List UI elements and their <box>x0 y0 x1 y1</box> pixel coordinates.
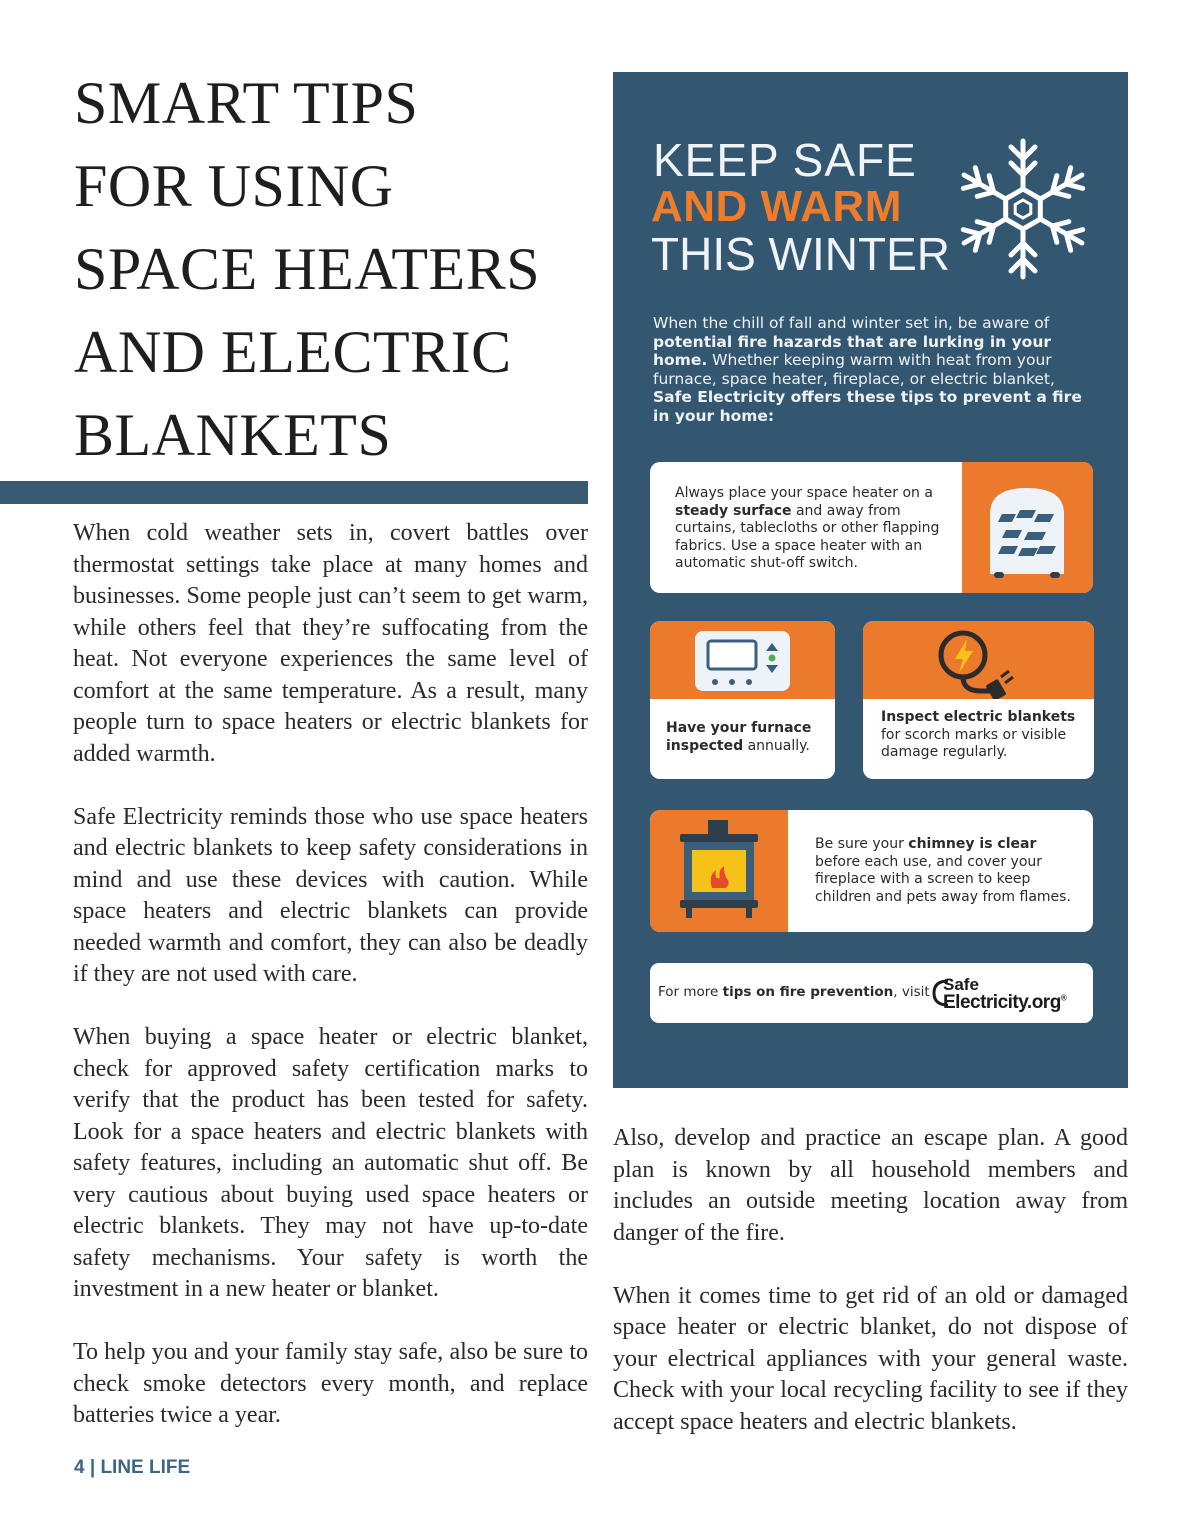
tip-card-space-heater <box>650 462 1093 593</box>
title-divider-bar <box>0 481 588 504</box>
paragraph: When it comes time to get rid of an old or damaged space heater or electric blanket, do not dispose of your electrical appliances with your general waste. Check with your local recycling facility to see if they accept space heaters and electric blankets. <box>613 1282 1128 1435</box>
logo-text: Electricity.org <box>943 992 1061 1013</box>
more-tips-card <box>650 963 1093 1023</box>
paragraph: Safe Electricity reminds those who use space heaters and electric blankets to keep safety considerations in mind and use these devices with caution. While space heaters and electric blankets can provide needed warmth and comfort, they can also be deadly if they are not used with care. <box>73 803 588 987</box>
title-line: FOR USING <box>74 153 394 219</box>
tip-icon-panel <box>962 462 1093 593</box>
infographic-headline-1: KEEP SAFE <box>653 134 917 186</box>
wood-stove-icon <box>650 810 788 932</box>
tip-card-chimney <box>650 810 1093 932</box>
article-left-column <box>73 518 588 1463</box>
space-heater-icon <box>962 462 1093 593</box>
paragraph: When buying a space heater or electric blanket, check for approved safety certification marks to verify that the product has been tested for safety. Look for a space heaters and electric blankets with safety features, including an automatic shut off. Be very cautious about buying used space heaters or electric blankets. They may not have up-to-date safety mechanisms. Your safety is worth the investment in a new heater or blanket. <box>73 1024 588 1302</box>
more-tips-part: For more <box>658 984 723 1000</box>
tip-card-furnace <box>650 621 835 779</box>
infographic <box>613 72 1128 1088</box>
title-line: AND ELECTRIC <box>74 319 512 385</box>
tip-text <box>666 720 831 755</box>
tip-text <box>815 836 1085 906</box>
tip-text-part: Be sure your <box>815 836 909 852</box>
thermostat-icon <box>650 621 835 699</box>
title-line: SMART TIPS <box>74 70 419 136</box>
logo-text-line1: Safe <box>943 975 979 994</box>
tip-text-bold: Have your furnace inspected <box>666 720 812 754</box>
tip-text-part: Always place your space heater on a <box>675 485 933 501</box>
paragraph: When cold weather sets in, covert battles over thermostat settings take place at many homes and businesses. Some people just can’t seem to get warm, while others feel that they’re suffocating from the heat. Not everyone experiences the same level of comfort at the same temperature. As a result, many people turn to space heaters or electric blankets for added warmth. <box>73 520 588 767</box>
intro-bold: Safe Electricity offers these tips to prevent a fire in your home: <box>653 388 1082 425</box>
tip-text-part: annually. <box>743 737 810 754</box>
registered-mark: ® <box>1060 993 1067 1003</box>
page-footer: 4 | LINE LIFE <box>74 1457 191 1478</box>
tip-icon-panel <box>863 621 1094 699</box>
tip-icon-panel <box>650 621 835 699</box>
intro-text: When the chill of fall and winter set in, be aware of <box>653 314 1050 332</box>
plug-bolt-icon <box>863 621 1094 699</box>
tip-text-part: before each use, and cover your fireplace with a screen to keep children and pets away from flames. <box>815 853 1071 905</box>
tip-text-bold: chimney is clear <box>908 836 1037 852</box>
paragraph: To help you and your family stay safe, also be sure to check smoke detectors every month, and replace batteries twice a year. <box>73 1339 588 1428</box>
tip-card-electric-blanket <box>863 621 1094 779</box>
tip-text-bold: Inspect electric blankets <box>881 709 1076 725</box>
article-title <box>74 62 604 477</box>
tip-text-part: and away from curtains, tablecloths or other flapping fabrics. Use a space heater with an automatic shut-off switch. <box>675 502 940 571</box>
title-line: BLANKETS <box>74 402 392 468</box>
intro-text: Whether keeping warm with heat from your furnace, space heater, fireplace, or electric blanket, <box>653 351 1055 388</box>
more-tips-part: , visit <box>893 984 930 1000</box>
intro-bold: potential fire hazards that are lurking in your home. <box>653 332 1052 369</box>
tip-text <box>675 485 960 573</box>
article-right-column <box>613 1123 1128 1470</box>
tip-text-bold: steady surface <box>675 502 792 519</box>
tip-text-part: for scorch marks or visible damage regularly. <box>881 726 1067 760</box>
snowflake-icon <box>943 134 1103 284</box>
more-tips-text <box>658 984 930 1002</box>
infographic-headline-3: THIS WINTER <box>651 228 950 280</box>
logo-text-line2 <box>943 992 1066 1014</box>
infographic-headline-2: AND WARM <box>651 182 902 231</box>
tip-text <box>881 709 1091 762</box>
title-line: SPACE HEATERS <box>74 236 541 302</box>
more-tips-bold: tips on fire prevention <box>722 984 894 1000</box>
tip-icon-panel <box>650 810 788 932</box>
paragraph: Also, develop and practice an escape plan. A good plan is known by all household members and includes an outside meeting location away from danger of the fire. <box>613 1125 1128 1246</box>
infographic-intro <box>653 314 1083 425</box>
